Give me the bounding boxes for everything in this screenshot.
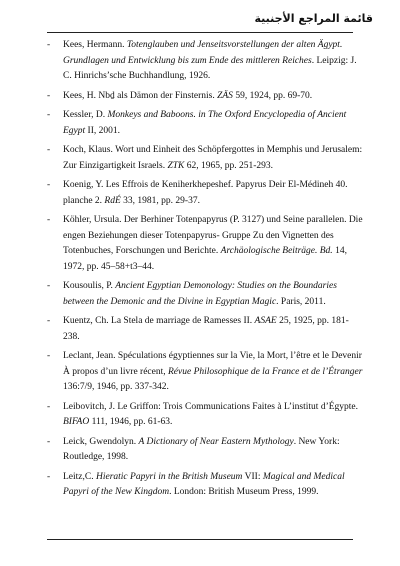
reference-italic-segment: A Dictionary of Near Eastern Mythology [138, 436, 294, 447]
reference-italic-segment: Révue Philosophique de la France et de l’Étranger [168, 366, 363, 377]
reference-italic-segment: ZTK [167, 160, 185, 171]
list-dash: - [47, 351, 51, 361]
reference-text [63, 435, 365, 466]
reference-segment: Kees, Hermann. [63, 40, 127, 50]
list-dash: - [47, 145, 51, 155]
reference-text [63, 178, 365, 209]
reference-segment: II, 2001. [85, 125, 120, 136]
reference-text [63, 314, 365, 345]
reference-segment: Koch, Klaus. Wort und Einheit des Schöpfergottes in Memphis und Jerusalem: Zur Einzigartigkeit Israels. [63, 145, 363, 171]
list-dash: - [47, 401, 51, 412]
footer-rule [47, 539, 353, 540]
reference-segment: Kees, H. Nbḏ als Dämon der Finsternis. [63, 90, 218, 101]
list-dash: - [47, 180, 51, 190]
list-dash: - [47, 110, 51, 120]
reference-text [63, 108, 365, 139]
reference-italic-segment: RdÉ [104, 195, 121, 206]
list-dash: - [47, 281, 51, 291]
reference-text [63, 143, 365, 174]
reference-segment: Kousoulis, P. [63, 281, 116, 291]
reference-text [63, 213, 365, 275]
list-dash: - [47, 215, 51, 225]
header-rule [47, 32, 353, 33]
reference-entry [47, 178, 365, 209]
reference-entry [47, 314, 365, 345]
reference-segment: Köhler, Ursula. Der Berhiner Totenpapyrus (P. 3127) und Seine parallelen. Die engen Beziehungen dieser Totenpapyrus- Gruppe Zu den Vignetten des Totenbuches, Forschungen und Berichte. [63, 215, 363, 256]
reference-segment: 62, 1965, pp. 251-293. [184, 160, 274, 171]
reference-entry [47, 349, 365, 396]
reference-entry [47, 213, 365, 275]
reference-entry [47, 38, 365, 85]
reference-segment: 111, 1946, pp. 61-63. [89, 417, 173, 427]
reference-italic-segment: Magical and Medical Papyri of the New Kingdom [63, 471, 345, 497]
reference-segment: 14, 1972, pp. 45–58+t3–44. [63, 246, 347, 272]
reference-italic-segment: BIFAO [63, 417, 90, 427]
reference-segment: Leick, Gwendolyn. [63, 436, 139, 447]
reference-segment: Leibovitch, J. Le Griffon: Trois Communications Faites à L’institut d’Égypte. [63, 401, 359, 412]
reference-segment: Koenig, Y. Les Effrois de Keniherkhepeshef. Papyrus Deir El-Médineh 40. planche 2. [63, 180, 348, 206]
reference-text [63, 400, 365, 431]
reference-segment: 136:7/9, 1946, pp. 337-342. [63, 382, 169, 392]
reference-segment: Leitz,C. [63, 471, 96, 482]
reference-text [63, 38, 365, 85]
reference-italic-segment: ASAE [254, 316, 277, 326]
reference-segment: Kuentz, Ch. La Stela de marriage de Ramesses II. [63, 316, 255, 326]
list-dash: - [47, 40, 51, 50]
list-dash: - [47, 316, 51, 326]
reference-segment: 59, 1924, pp. 69-70. [232, 90, 313, 101]
reference-segment: Leclant, Jean. Spéculations égyptiennes sur la Vie, la Mort, l’être et le Devenir À propos d’un livre récent, [63, 351, 362, 377]
reference-text [63, 279, 365, 310]
reference-segment: 25, 1925, pp. 181-238. [63, 316, 349, 342]
list-dash: - [47, 436, 51, 447]
list-dash: - [47, 90, 51, 101]
reference-italic-segment: Grundlagen und Entwicklung bis zum Ende des mittleren Reiches [63, 55, 312, 66]
reference-entry [47, 279, 365, 310]
reference-entry [47, 143, 365, 174]
reference-segment: VII: [242, 471, 263, 482]
reference-entry [47, 89, 365, 105]
reference-text [63, 470, 365, 501]
reference-entry [47, 470, 365, 501]
page-header-title: قائمة المراجع الأجنبية [254, 12, 373, 25]
reference-italic-segment: Archäologische Beiträge. Bd. [220, 246, 333, 256]
references-list [47, 38, 365, 505]
reference-italic-segment: Hieratic Papyri in the British Museum [95, 471, 243, 482]
list-dash: - [47, 471, 51, 482]
reference-segment: 33, 1981, pp. 29-37. [120, 195, 200, 206]
reference-text [63, 89, 365, 105]
reference-entry [47, 400, 365, 431]
reference-segment: . New York: Routledge, 1998. [63, 436, 340, 462]
reference-entry [47, 108, 365, 139]
reference-entry [47, 435, 365, 466]
reference-italic-segment: Totenglauben und Jenseitsvorstellungen der alten Ägypt. [126, 40, 343, 50]
reference-italic-segment: Ancient Egyptian Demonology: Studies on the Boundaries between the Demonic and the Divine in Egyptian Magic [63, 281, 337, 307]
reference-italic-segment: Monkeys and Baboons. in The Oxford Encyclopedia of Ancient Egypt [63, 110, 347, 136]
reference-segment: Kessler, D. [63, 110, 108, 120]
reference-text [63, 349, 365, 396]
reference-segment: . Leipzig: J. C. Hinrichs’sche Buchhandlung, 1926. [63, 55, 357, 81]
reference-italic-segment: ZÄS [217, 90, 233, 101]
reference-segment: . Paris, 2011. [276, 296, 326, 307]
reference-segment: . London: British Museum Press, 1999. [169, 487, 319, 497]
